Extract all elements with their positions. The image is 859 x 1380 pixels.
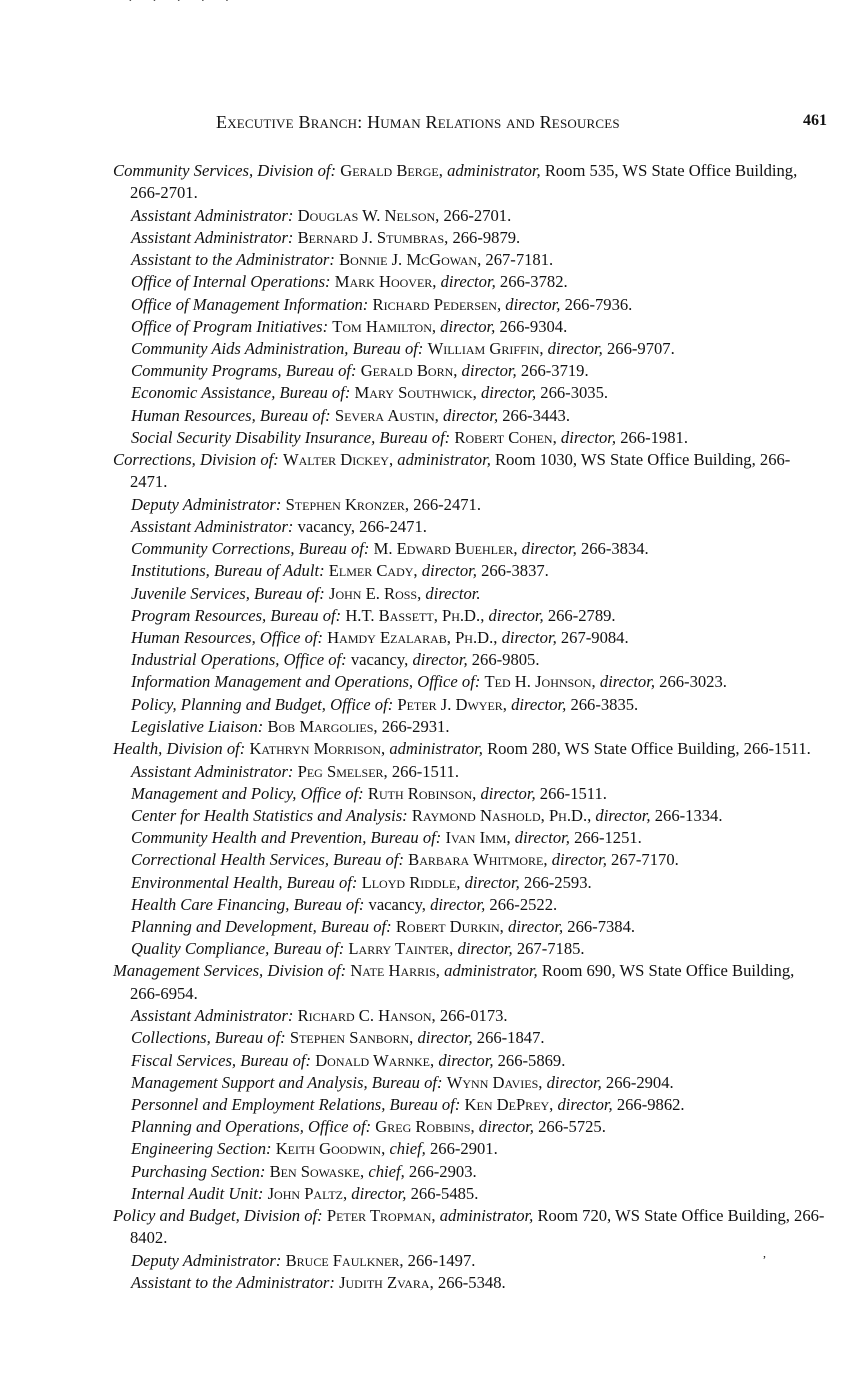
- directory-entry: [113, 827, 826, 849]
- person-name: Bruce Faulkner,: [285, 1250, 404, 1270]
- entry-title: Assistant Administrator:: [131, 517, 294, 537]
- entry-detail: 266-1511.: [391, 761, 459, 781]
- division-heading: [113, 160, 826, 205]
- person-role: director,: [595, 805, 651, 825]
- person-name: Gerald Berge,: [340, 161, 443, 180]
- person-role: administrator,: [389, 739, 483, 759]
- directory-entry: [113, 494, 826, 516]
- directory-entry: [113, 1072, 826, 1094]
- directory-entry: [113, 1272, 826, 1294]
- directory-entry: [113, 205, 826, 227]
- entry-title: Assistant to the Administrator:: [131, 250, 335, 270]
- entry-detail: 266-2904.: [605, 1072, 674, 1092]
- person-role: director,: [488, 605, 544, 625]
- directory-entry: [113, 271, 826, 293]
- entry-title: Management Support and Analysis, Bureau of:: [131, 1072, 443, 1092]
- directory-entry: [113, 405, 826, 427]
- directory-entry: [113, 1116, 826, 1138]
- person-name: M. Edward Buehler,: [373, 539, 518, 559]
- person-name: Judith Zvara,: [339, 1272, 434, 1292]
- entry-detail: Room 1030, WS State Office Building, 266-2471.: [130, 450, 791, 492]
- entry-title: Assistant Administrator:: [131, 1006, 294, 1026]
- directory-entry: [113, 694, 826, 716]
- person-name: Richard Pedersen,: [372, 294, 502, 314]
- person-role: director,: [480, 783, 536, 803]
- directory-entry: [113, 894, 826, 916]
- person-role: administrator,: [439, 1205, 534, 1225]
- entry-detail: Room 720, WS State Office Building, 266-8402.: [130, 1205, 825, 1248]
- entry-title: Assistant Administrator:: [131, 205, 294, 225]
- entry-title: Collections, Bureau of:: [131, 1028, 286, 1048]
- entry-detail: 267-7185.: [516, 939, 585, 959]
- person-name: Lloyd Riddle,: [361, 872, 461, 892]
- entry-title: Policy, Planning and Budget, Office of:: [131, 694, 394, 714]
- entry-detail: 266-9304.: [499, 316, 568, 336]
- person-name: Robert Cohen,: [454, 427, 557, 447]
- directory-entry: [113, 1050, 826, 1072]
- person-name: Stephen Kronzer,: [285, 494, 410, 514]
- person-role: chief,: [368, 1161, 405, 1181]
- entry-title: Environmental Health, Bureau of:: [131, 872, 358, 892]
- person-role: director,: [501, 628, 557, 648]
- entry-title: Policy and Budget, Division of:: [113, 1205, 323, 1225]
- entry-detail: 266-2593.: [523, 872, 592, 892]
- person-role: director.: [425, 583, 481, 603]
- entry-detail: 266-2471.: [413, 494, 482, 514]
- person-name: Elmer Cady,: [328, 561, 418, 581]
- person-name: Robert Durkin,: [395, 916, 504, 936]
- entry-detail: 266-3035.: [540, 383, 609, 403]
- entry-title: Office of Internal Operations:: [131, 272, 331, 292]
- person-name: Douglas W. Nelson,: [297, 205, 440, 225]
- directory-listing: [113, 160, 826, 1294]
- entry-detail: 267-9084.: [560, 628, 629, 648]
- top-edge-marks: · · · · ·: [128, 0, 238, 9]
- entry-title: Quality Compliance, Bureau of:: [131, 939, 345, 959]
- person-role: director,: [514, 828, 570, 848]
- person-role: administrator,: [444, 961, 538, 981]
- person-role: director,: [461, 361, 517, 381]
- entry-title: Community Programs, Bureau of:: [131, 361, 357, 381]
- entry-title: Internal Audit Unit:: [131, 1183, 264, 1203]
- entry-detail: 266-9805.: [471, 650, 540, 670]
- entry-detail: 266-3835.: [570, 694, 639, 714]
- entry-title: Economic Assistance, Bureau of:: [131, 383, 351, 403]
- entry-detail: Room 280, WS State Office Building, 266-1511.: [487, 739, 811, 759]
- person-name: Walter Dickey,: [282, 450, 394, 470]
- entry-title: Human Resources, Office of:: [131, 628, 324, 648]
- directory-entry: [113, 1138, 826, 1160]
- entry-detail: 266-5725.: [538, 1117, 606, 1137]
- entry-detail: 266-3837.: [481, 561, 549, 581]
- person-role: administrator,: [447, 161, 541, 180]
- directory-entry: [113, 1250, 826, 1272]
- entry-title: Assistant Administrator:: [131, 761, 294, 781]
- person-name: Barbara Whitmore,: [408, 850, 548, 870]
- person-name: Severa Austin,: [334, 405, 439, 425]
- person-role: director,: [440, 272, 496, 292]
- page-number: 461: [803, 112, 827, 129]
- directory-entry: [113, 316, 826, 338]
- entry-detail: Room 535, WS State Office Building, 266-2701.: [130, 161, 798, 203]
- entry-title: Health Care Financing, Bureau of:: [131, 894, 365, 914]
- entry-title: Program Resources, Bureau of:: [131, 605, 342, 625]
- entry-detail: 266-3719.: [520, 361, 589, 381]
- entry-detail: 266-1847.: [476, 1028, 545, 1048]
- person-name: John E. Ross,: [328, 583, 422, 603]
- person-role: director,: [412, 650, 468, 670]
- entry-detail: 267-7181.: [485, 250, 554, 270]
- person-name: Gerald Born,: [360, 361, 458, 381]
- entry-detail: 266-1497.: [407, 1250, 476, 1270]
- entry-title: Center for Health Statistics and Analysis:: [131, 805, 408, 825]
- entry-title: Assistant Administrator:: [131, 228, 294, 248]
- directory-entry: [113, 1161, 826, 1183]
- person-name: Mary Southwick,: [354, 383, 477, 403]
- person-role: director,: [511, 694, 567, 714]
- entry-detail: 266-7384.: [567, 916, 636, 936]
- person-name: Peg Smelser,: [297, 761, 388, 781]
- entry-title: Deputy Administrator:: [131, 1250, 282, 1270]
- person-role: director,: [599, 672, 655, 692]
- entry-title: Correctional Health Services, Bureau of:: [131, 850, 404, 870]
- entry-detail: 266-2931.: [381, 716, 450, 736]
- person-role: director,: [480, 383, 537, 403]
- entry-title: Purchasing Section:: [131, 1161, 266, 1181]
- person-role: director,: [421, 561, 477, 581]
- entry-prefix: vacancy,: [350, 650, 409, 670]
- entry-title: Office of Management Information:: [131, 294, 369, 314]
- entry-title: Fiscal Services, Bureau of:: [131, 1050, 312, 1070]
- directory-entry: [113, 338, 826, 360]
- directory-entry: [113, 1027, 826, 1049]
- directory-entry: [113, 583, 826, 605]
- entry-title: Deputy Administrator:: [131, 494, 282, 514]
- person-name: Kathryn Morrison,: [249, 739, 386, 759]
- person-name: Peter J. Dwyer,: [397, 694, 507, 714]
- page-header: [112, 112, 827, 138]
- directory-entry: [113, 783, 826, 805]
- entry-title: Corrections, Division of:: [113, 450, 279, 470]
- person-name: Ben Sowaske,: [269, 1161, 365, 1181]
- entry-title: Institutions, Bureau of Adult:: [131, 561, 325, 581]
- person-name: Ted H. Johnson,: [484, 672, 596, 692]
- entry-title: Office of Program Initiatives:: [131, 316, 329, 336]
- entry-detail: 266-7936.: [564, 294, 633, 314]
- directory-entry: [113, 360, 826, 382]
- person-role: director,: [546, 1072, 602, 1092]
- entry-title: Community Corrections, Bureau of:: [131, 539, 370, 559]
- person-role: director,: [547, 339, 603, 359]
- entry-detail: 266-2901.: [430, 1139, 498, 1159]
- division-heading: [113, 738, 826, 760]
- entry-title: Health, Division of:: [113, 739, 246, 759]
- entry-detail: 266-1511.: [539, 783, 607, 803]
- entry-title: Information Management and Operations, Office of:: [131, 672, 481, 692]
- division-heading: [113, 1205, 826, 1250]
- directory-entry: [113, 1005, 826, 1027]
- directory-entry: [113, 627, 826, 649]
- entry-title: Personnel and Employment Relations, Bureau of:: [131, 1094, 461, 1114]
- entry-title: Social Security Disability Insurance, Bureau of:: [131, 427, 451, 447]
- entry-detail: 266-3023.: [659, 672, 727, 692]
- entry-detail: 266-5348.: [437, 1272, 506, 1292]
- directory-entry: [113, 872, 826, 894]
- person-name: Wynn Davies,: [446, 1072, 543, 1092]
- entry-detail: 266-9879.: [452, 228, 521, 248]
- person-name: Bob Margolies,: [267, 716, 378, 736]
- person-role: director,: [507, 916, 564, 936]
- person-role: director,: [505, 294, 561, 314]
- entry-detail: 266-1251.: [574, 828, 642, 848]
- entry-title: Legislative Liaison:: [131, 716, 264, 736]
- running-head: Executive Branch: Human Relations and Resources: [216, 112, 620, 132]
- entry-title: Management and Policy, Office of:: [131, 783, 364, 803]
- person-name: Tom Hamilton,: [332, 316, 437, 336]
- entry-detail: 266-1334.: [654, 805, 723, 825]
- entry-title: Management Services, Division of:: [113, 961, 347, 981]
- entry-title: Industrial Operations, Office of:: [131, 650, 347, 670]
- person-role: director,: [560, 427, 617, 447]
- person-name: William Griffin,: [427, 339, 544, 359]
- person-name: Raymond Nashold, Ph.D.,: [411, 805, 592, 825]
- entry-detail: vacancy, 266-2471.: [297, 517, 427, 537]
- person-name: Donald Warnke,: [315, 1050, 435, 1070]
- entry-detail: 266-2701.: [443, 205, 512, 225]
- entry-prefix: vacancy,: [368, 894, 426, 914]
- entry-detail: 266-2903.: [408, 1161, 477, 1181]
- entry-detail: 266-3443.: [502, 405, 571, 425]
- person-role: director,: [557, 1094, 613, 1114]
- person-role: director,: [457, 939, 513, 959]
- person-role: director,: [438, 1050, 494, 1070]
- entry-detail: 266-2522.: [489, 894, 558, 914]
- entry-title: Planning and Development, Bureau of:: [131, 916, 392, 936]
- entry-detail: 266-1981.: [620, 427, 688, 447]
- person-name: H.T. Bassett, Ph.D.,: [345, 605, 485, 625]
- directory-entry: [113, 805, 826, 827]
- person-role: director,: [417, 1028, 473, 1048]
- person-name: Ruth Robinson,: [367, 783, 477, 803]
- person-name: Larry Tainter,: [348, 939, 454, 959]
- entry-title: Engineering Section:: [131, 1139, 272, 1159]
- directory-entry: [113, 761, 826, 783]
- person-name: Mark Hoover,: [334, 272, 437, 292]
- person-name: Greg Robbins,: [375, 1117, 475, 1137]
- person-name: Hamdy Ezalarab, Ph.D.,: [327, 628, 498, 648]
- directory-entry: [113, 382, 826, 404]
- entry-detail: 266-5485.: [410, 1183, 479, 1203]
- entry-detail: 266-5869.: [497, 1050, 566, 1070]
- person-role: director,: [351, 1183, 407, 1203]
- person-role: director,: [440, 316, 496, 336]
- directory-entry: [113, 1183, 826, 1205]
- entry-title: Planning and Operations, Office of:: [131, 1117, 372, 1137]
- entry-title: Community Health and Prevention, Bureau of:: [131, 828, 442, 848]
- entry-title: Juvenile Services, Bureau of:: [131, 583, 325, 603]
- entry-title: Assistant to the Administrator:: [131, 1272, 335, 1292]
- entry-detail: 266-0173.: [439, 1006, 508, 1026]
- directory-entry: [113, 249, 826, 271]
- directory-entry: [113, 560, 826, 582]
- directory-entry: [113, 427, 826, 449]
- person-name: Keith Goodwin,: [275, 1139, 386, 1159]
- directory-entry: [113, 605, 826, 627]
- person-name: John Paltz,: [267, 1183, 348, 1203]
- entry-detail: Room 690, WS State Office Building, 266-6954.: [130, 961, 795, 1003]
- directory-entry: [113, 938, 826, 960]
- directory-entry: [113, 1094, 826, 1116]
- person-role: director,: [430, 894, 486, 914]
- directory-entry: [113, 516, 826, 538]
- stray-mark: ,: [763, 1246, 766, 1260]
- entry-detail: 266-3782.: [499, 272, 568, 292]
- entry-title: Human Resources, Bureau of:: [131, 405, 331, 425]
- person-name: Stephen Sanborn,: [289, 1028, 414, 1048]
- entry-title: Community Services, Division of:: [113, 161, 337, 180]
- directory-entry: [113, 916, 826, 938]
- person-name: Nate Harris,: [350, 961, 440, 981]
- person-name: Bernard J. Stumbras,: [297, 228, 449, 248]
- person-name: Richard C. Hanson,: [297, 1006, 436, 1026]
- entry-title: Community Aids Administration, Bureau of:: [131, 339, 424, 359]
- directory-entry: [113, 227, 826, 249]
- entry-detail: 267-7170.: [611, 850, 679, 870]
- person-role: director,: [551, 850, 607, 870]
- directory-entry: [113, 671, 826, 693]
- directory-entry: [113, 649, 826, 671]
- person-role: administrator,: [397, 450, 491, 470]
- person-name: Ivan Imm,: [445, 828, 511, 848]
- division-heading: [113, 960, 826, 1005]
- entry-detail: 266-3834.: [580, 539, 649, 559]
- person-name: Ken DePrey,: [464, 1094, 554, 1114]
- person-role: director,: [464, 872, 520, 892]
- person-role: director,: [478, 1117, 534, 1137]
- person-name: Peter Tropman,: [326, 1205, 436, 1225]
- directory-entry: [113, 716, 826, 738]
- person-role: chief,: [389, 1139, 426, 1159]
- directory-entry: [113, 849, 826, 871]
- person-role: director,: [442, 405, 499, 425]
- entry-detail: 266-2789.: [547, 605, 616, 625]
- directory-entry: [113, 538, 826, 560]
- directory-entry: [113, 294, 826, 316]
- person-role: director,: [521, 539, 577, 559]
- entry-detail: 266-9862.: [616, 1094, 685, 1114]
- division-heading: [113, 449, 826, 494]
- person-name: Bonnie J. McGowan,: [339, 250, 482, 270]
- entry-detail: 266-9707.: [606, 339, 675, 359]
